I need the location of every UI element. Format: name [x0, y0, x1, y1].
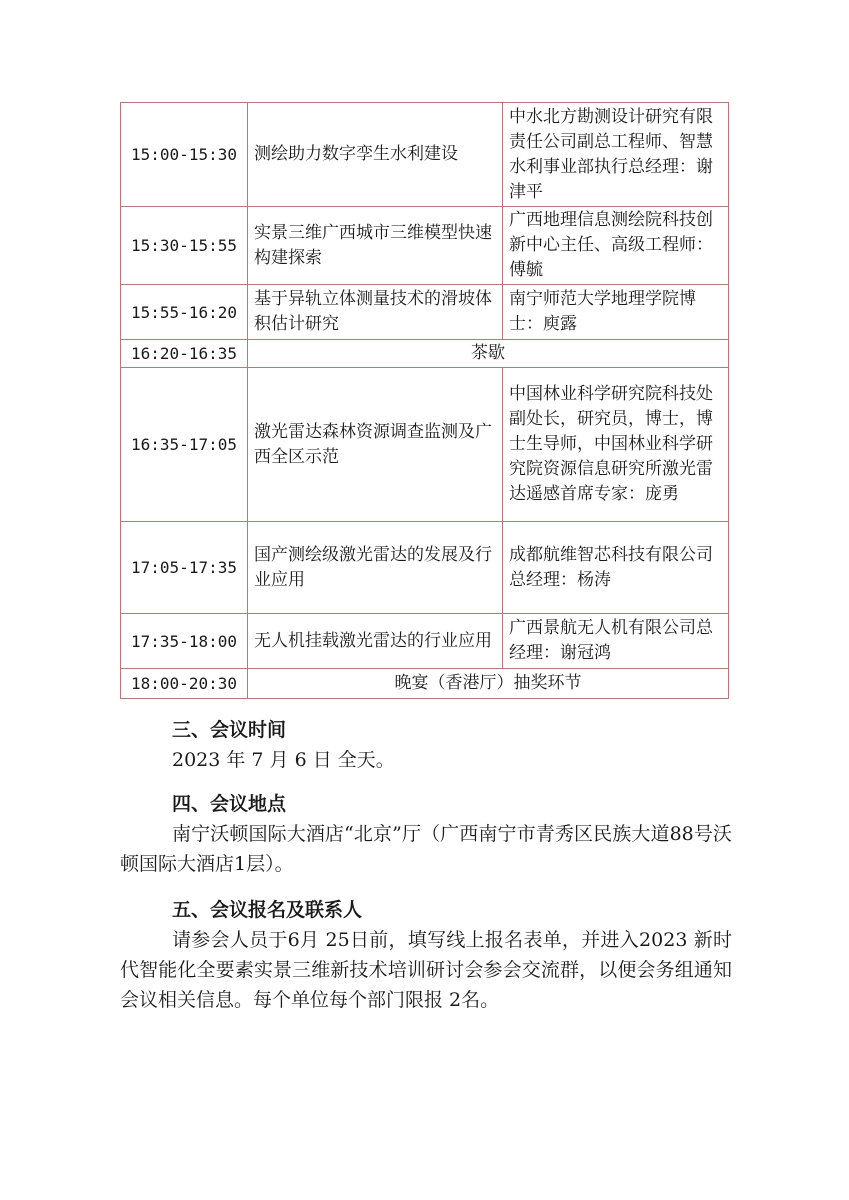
topic-cell: 无人机挂载激光雷达的行业应用 — [248, 614, 503, 669]
time-cell: 18:00-20:30 — [121, 669, 248, 699]
meeting-place-heading: 四、会议地点 — [172, 793, 287, 815]
registration-section — [120, 895, 732, 1015]
meeting-time-text: 2023 年 7 月 6 日 全天。 — [172, 749, 395, 771]
table-row — [121, 103, 729, 207]
meeting-time-heading: 三、会议时间 — [172, 719, 287, 741]
topic-cell: 国产测绘级激光雷达的发展及行业应用 — [248, 522, 503, 614]
speaker-cell: 中国林业科学研究院科技处副处长，研究员，博士，博士生导师，中国林业科学研究院资源信息研究所激光雷达遥感首席专家：庞勇 — [503, 368, 729, 522]
time-cell: 17:05-17:35 — [121, 522, 248, 614]
topic-cell: 实景三维广西城市三维模型快速构建探索 — [248, 207, 503, 285]
meeting-place-section — [120, 789, 732, 879]
time-cell: 16:20-16:35 — [121, 340, 248, 368]
registration-heading: 五、会议报名及联系人 — [172, 899, 363, 921]
speaker-cell: 成都航维智芯科技有限公司总经理：杨涛 — [503, 522, 729, 614]
banquet-cell: 晚宴（香港厅）抽奖环节 — [248, 669, 729, 699]
registration-text: 请参会人员于6月 25日前，填写线上报名表单，并进入2023 新时代智能化全要素实景三维新技术培训研讨会参会交流群，以便会务组通知会议相关信息。每个单位每个部门限报 2名。 — [120, 929, 732, 1011]
table-row — [121, 368, 729, 522]
speaker-cell: 广西景航无人机有限公司总经理：谢冠鸿 — [503, 614, 729, 669]
time-cell: 15:55-16:20 — [121, 285, 248, 340]
table-row — [121, 340, 729, 368]
topic-cell: 测绘助力数字孪生水利建设 — [248, 103, 503, 207]
meeting-time-section — [120, 715, 732, 775]
table-row — [121, 669, 729, 699]
time-cell: 16:35-17:05 — [121, 368, 248, 522]
speaker-cell: 中水北方勘测设计研究有限责任公司副总工程师、智慧水利事业部执行总经理：谢津平 — [503, 103, 729, 207]
time-cell: 15:00-15:30 — [121, 103, 248, 207]
time-cell: 15:30-15:55 — [121, 207, 248, 285]
table-row — [121, 207, 729, 285]
topic-cell: 激光雷达森林资源调查监测及广西全区示范 — [248, 368, 503, 522]
tea-break-cell: 茶歇 — [248, 340, 729, 368]
table-row — [121, 285, 729, 340]
topic-cell: 基于异轨立体测量技术的滑坡体积估计研究 — [248, 285, 503, 340]
table-row — [121, 522, 729, 614]
table-row — [121, 614, 729, 669]
speaker-cell: 南宁师范大学地理学院博士：庾露 — [503, 285, 729, 340]
meeting-place-text: 南宁沃顿国际大酒店“北京”厅（广西南宁市青秀区民族大道88号沃顿国际大酒店1层）。 — [120, 823, 732, 875]
schedule-table — [120, 102, 729, 699]
time-cell: 17:35-18:00 — [121, 614, 248, 669]
speaker-cell: 广西地理信息测绘院科技创新中心主任、高级工程师：傅毓 — [503, 207, 729, 285]
